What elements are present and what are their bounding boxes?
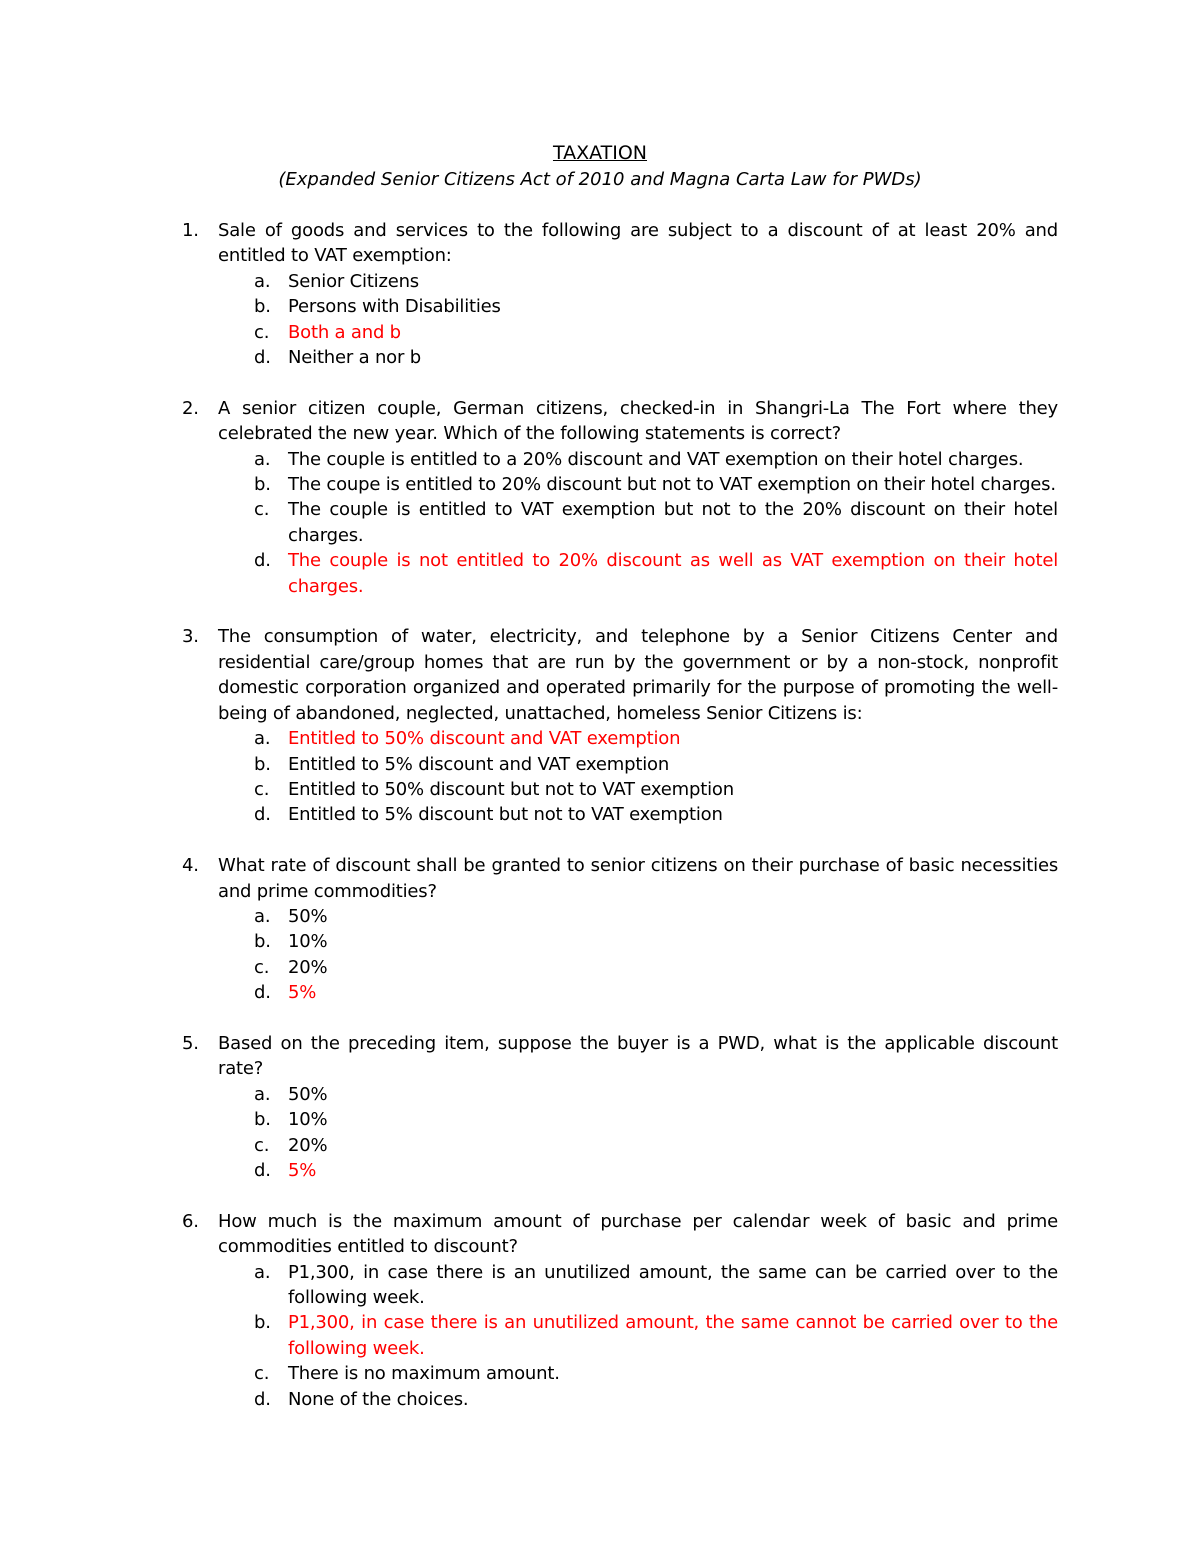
answer-option bbox=[218, 777, 1058, 802]
option-list bbox=[218, 269, 1058, 371]
answer-option bbox=[218, 1107, 1058, 1132]
option-letter: a. bbox=[254, 1261, 271, 1283]
option-text: 50% bbox=[288, 905, 328, 927]
question-item bbox=[182, 1209, 1058, 1412]
option-text: Entitled to 50% discount and VAT exemption bbox=[288, 728, 681, 750]
option-letter: d. bbox=[254, 804, 271, 826]
answer-option bbox=[218, 269, 1058, 294]
option-text: 5% bbox=[288, 1159, 317, 1181]
answer-option bbox=[218, 345, 1058, 370]
question-text: How much is the maximum amount of purchase per calendar week of basic and prime commodities entitled to discount? bbox=[218, 1210, 1058, 1258]
option-text: None of the choices. bbox=[288, 1388, 469, 1410]
answer-option-correct bbox=[218, 320, 1058, 345]
question-number: 1. bbox=[182, 220, 199, 241]
option-text: 10% bbox=[288, 1109, 328, 1131]
option-letter: d. bbox=[254, 550, 271, 572]
option-letter: b. bbox=[254, 753, 271, 775]
option-letter: a. bbox=[254, 270, 271, 292]
option-letter: c. bbox=[254, 1134, 270, 1156]
option-letter: c. bbox=[254, 499, 270, 521]
option-list bbox=[218, 726, 1058, 828]
option-text: Entitled to 5% discount but not to VAT exemption bbox=[288, 804, 723, 826]
answer-option bbox=[218, 1133, 1058, 1158]
option-letter: a. bbox=[254, 448, 271, 470]
option-text: 20% bbox=[288, 1134, 328, 1156]
option-letter: b. bbox=[254, 296, 271, 318]
option-text: 50% bbox=[288, 1083, 328, 1105]
answer-option-correct bbox=[218, 548, 1058, 599]
option-letter: d. bbox=[254, 1159, 271, 1181]
answer-option bbox=[218, 447, 1058, 472]
page-title: TAXATION bbox=[552, 142, 648, 164]
option-text: Senior Citizens bbox=[288, 270, 419, 292]
option-text: 20% bbox=[288, 956, 328, 978]
question-number: 2. bbox=[182, 397, 199, 419]
answer-option bbox=[218, 1387, 1058, 1412]
question-item bbox=[182, 218, 1058, 370]
option-text: P1,300, in case there is an unutilized amount, the same can be carried over to the following week. bbox=[288, 1261, 1058, 1308]
option-list bbox=[218, 447, 1058, 599]
answer-option bbox=[218, 294, 1058, 319]
option-letter: d. bbox=[254, 982, 271, 1004]
answer-option bbox=[218, 1260, 1058, 1311]
question-item bbox=[182, 624, 1058, 827]
answer-option-correct bbox=[218, 1158, 1058, 1183]
answer-option bbox=[218, 1082, 1058, 1107]
question-item bbox=[182, 396, 1058, 599]
option-letter: c. bbox=[254, 778, 270, 800]
option-letter: c. bbox=[254, 956, 270, 978]
question-number: 6. bbox=[182, 1210, 199, 1232]
option-text: There is no maximum amount. bbox=[288, 1363, 560, 1385]
question-number: 3. bbox=[182, 626, 199, 648]
answer-option bbox=[218, 929, 1058, 954]
question-number: 5. bbox=[182, 1032, 199, 1054]
question-number: 4. bbox=[182, 855, 199, 877]
option-letter: d. bbox=[254, 1388, 271, 1410]
option-letter: a. bbox=[254, 1083, 271, 1105]
option-letter: b. bbox=[254, 931, 271, 953]
option-list bbox=[218, 1260, 1058, 1412]
option-letter: a. bbox=[254, 728, 271, 750]
answer-option bbox=[218, 752, 1058, 777]
answer-option-correct bbox=[218, 726, 1058, 751]
question-text: What rate of discount shall be granted to senior citizens on their purchase of basic necessities and prime commodities? bbox=[218, 855, 1058, 902]
option-letter: b. bbox=[254, 1312, 271, 1334]
option-text: Entitled to 50% discount but not to VAT exemption bbox=[288, 778, 734, 800]
answer-option bbox=[218, 802, 1058, 827]
option-text: Persons with Disabilities bbox=[288, 296, 501, 318]
answer-option bbox=[218, 497, 1058, 548]
option-text: 10% bbox=[288, 931, 328, 953]
option-text: Neither a nor b bbox=[288, 347, 421, 369]
option-letter: c. bbox=[254, 321, 270, 343]
answer-option-correct bbox=[218, 1310, 1058, 1361]
option-text: 5% bbox=[288, 982, 317, 1004]
option-text: The couple is entitled to VAT exemption but not to the 20% discount on their hotel charges. bbox=[288, 499, 1058, 546]
answer-option-correct bbox=[218, 980, 1058, 1005]
option-text: Entitled to 5% discount and VAT exemption bbox=[288, 753, 670, 775]
question-item bbox=[182, 1031, 1058, 1183]
option-letter: d. bbox=[254, 347, 271, 369]
option-letter: c. bbox=[254, 1363, 270, 1385]
option-letter: a. bbox=[254, 905, 271, 927]
answer-option bbox=[218, 955, 1058, 980]
question-item bbox=[182, 853, 1058, 1005]
option-list bbox=[218, 904, 1058, 1006]
question-text: A senior citizen couple, German citizens, checked-in in Shangri-La The Fort where they celebrated the new year. Which of the following statements is correct? bbox=[218, 397, 1058, 445]
question-list bbox=[182, 218, 1058, 1437]
answer-option bbox=[218, 472, 1058, 497]
option-text: Both a and b bbox=[288, 321, 401, 343]
option-text: The couple is entitled to a 20% discount and VAT exemption on their hotel charges. bbox=[288, 448, 1024, 470]
question-text: Based on the preceding item, suppose the buyer is a PWD, what is the applicable discount rate? bbox=[218, 1032, 1058, 1080]
option-list bbox=[218, 1082, 1058, 1184]
option-text: The couple is not entitled to 20% discount as well as VAT exemption on their hotel charges. bbox=[288, 550, 1058, 597]
question-text: The consumption of water, electricity, and telephone by a Senior Citizens Center and residential care/group homes that are run by the government or by a non-stock, nonprofit domestic corporation organized and operated primarily for the purpose of promoting the well-being of abandoned, neglected, unattached, homeless Senior Citizens is: bbox=[218, 626, 1058, 724]
option-text: P1,300, in case there is an unutilized amount, the same cannot be carried over to the following week. bbox=[288, 1312, 1058, 1359]
answer-option bbox=[218, 1361, 1058, 1386]
option-letter: b. bbox=[254, 474, 271, 496]
page-subtitle: (Expanded Senior Citizens Act of 2010 and Magna Carta Law for PWDs) bbox=[278, 169, 922, 190]
option-letter: b. bbox=[254, 1109, 271, 1131]
option-text: The coupe is entitled to 20% discount but not to VAT exemption on their hotel charges. bbox=[288, 474, 1056, 496]
question-text: Sale of goods and services to the following are subject to a discount of at least 20% and entitled to VAT exemption: bbox=[218, 220, 1058, 267]
answer-option bbox=[218, 904, 1058, 929]
